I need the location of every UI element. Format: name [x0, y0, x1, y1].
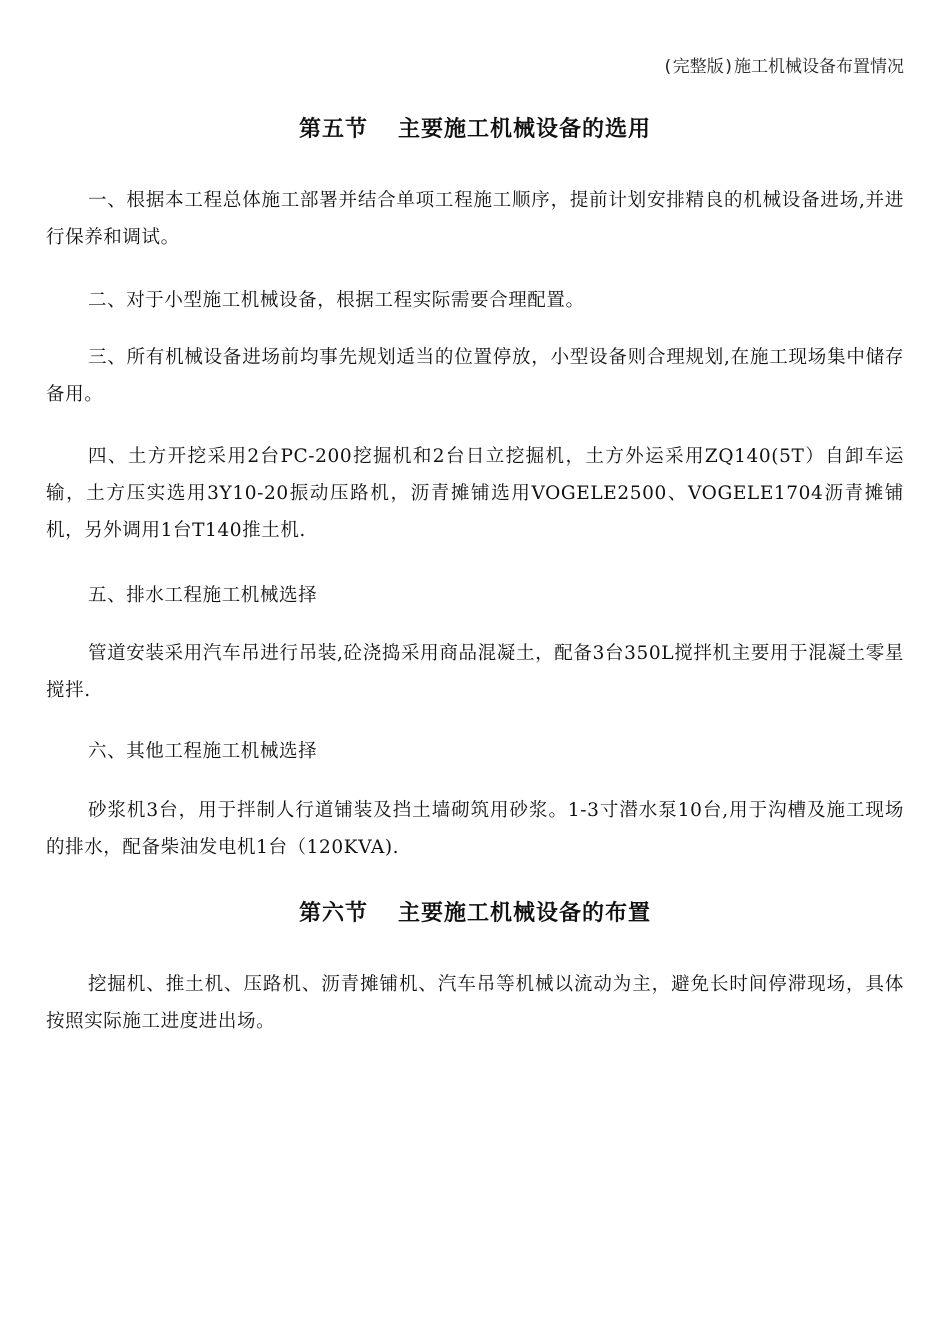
section-title: 主要施工机械设备的选用 [398, 117, 652, 142]
section-number: 第六节 [298, 901, 368, 926]
section-heading-5 [0, 112, 950, 143]
paragraph-6: 管道安装采用汽车吊进行吊装,砼浇捣采用商品混凝土，配备3台350L搅拌机主要用于混凝土零星搅拌. [46, 643, 904, 701]
paragraph-3: 三、所有机械设备进场前均事先规划适当的位置停放，小型设备则合理规划,在施工现场集中储存备用。 [46, 347, 904, 405]
section-number: 第五节 [298, 117, 368, 142]
paragraph-2: 二、对于小型施工机械设备，根据工程实际需要合理配置。 [88, 290, 585, 311]
paragraph-7: 六、其他工程施工机械选择 [88, 741, 318, 762]
section-heading-6 [0, 896, 950, 927]
paragraph-8: 砂浆机3台，用于拌制人行道铺装及挡土墙砌筑用砂浆。1-3寸潜水泵10台,用于沟槽及施工现场的排水，配备柴油发电机1台（120KVA). [46, 800, 904, 858]
paragraph-9: 挖掘机、推土机、压路机、沥青摊铺机、汽车吊等机械以流动为主，避免长时间停滞现场，具体按照实际施工进度进出场。 [46, 974, 904, 1032]
document-header: (完整版)施工机械设备布置情况 [662, 57, 904, 77]
paragraph-1: 一、根据本工程总体施工部署并结合单项工程施工顺序，提前计划安排精良的机械设备进场,并进行保养和调试。 [46, 190, 904, 248]
section-title: 主要施工机械设备的布置 [398, 901, 652, 926]
paragraph-4: 四、土方开挖采用2台PC-200挖掘机和2台日立挖掘机，土方外运采用ZQ140(5T）自卸车运输，土方压实选用3Y10-20振动压路机，沥青摊铺选用VOGELE2500、VOGELE1704沥青摊铺机，另外调用1台T140推土机. [46, 446, 904, 541]
paragraph-5: 五、排水工程施工机械选择 [88, 585, 318, 606]
